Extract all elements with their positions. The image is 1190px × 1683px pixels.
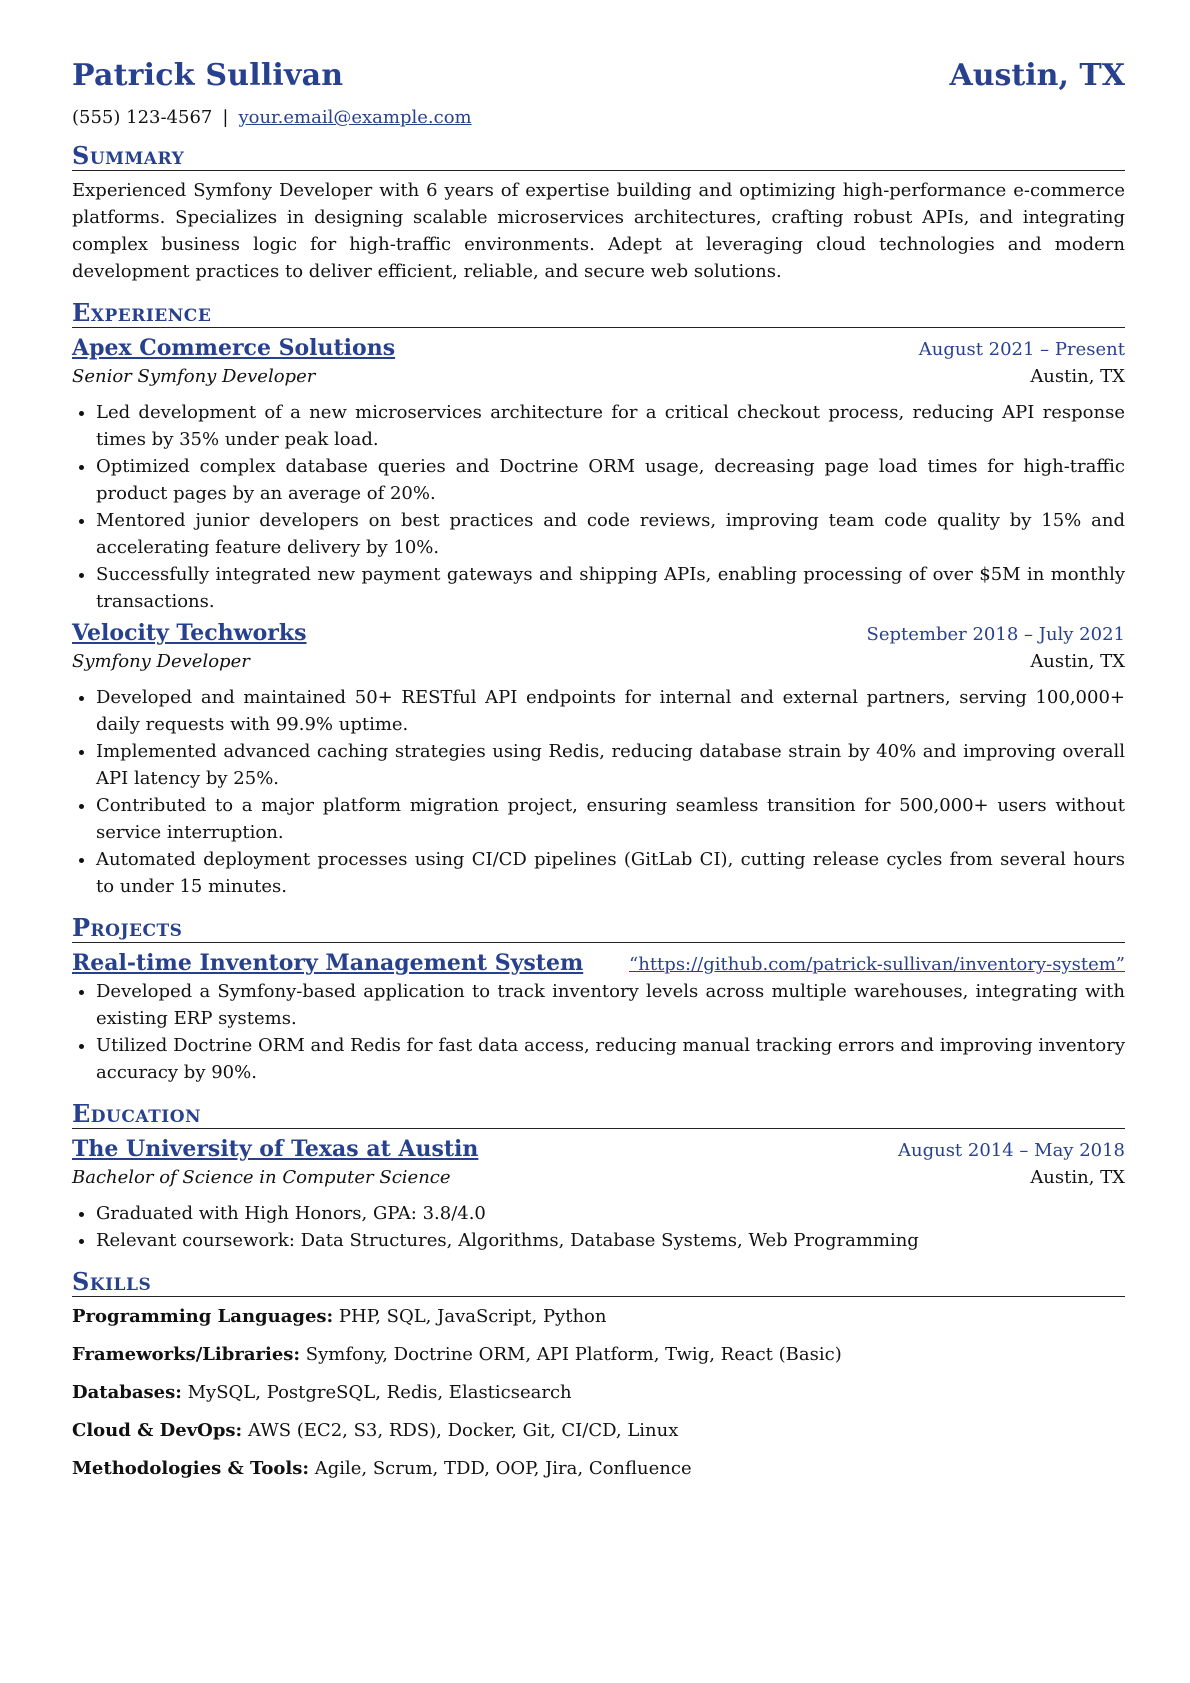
experience-entry — [72, 334, 1125, 615]
skill-value: Agile, Scrum, TDD, OOP, Jira, Confluence — [314, 1458, 692, 1479]
candidate-name: Patrick Sullivan — [72, 58, 344, 93]
candidate-location: Austin, TX — [949, 58, 1125, 93]
resume-header — [72, 58, 1125, 93]
resume-page — [72, 58, 1125, 1493]
phone-number: (555) 123-4567 — [72, 107, 213, 128]
bullet-item: • Graduated with High Honors, GPA: 3.8/4.0 — [96, 1200, 1125, 1227]
bullet-item: • Automated deployment processes using CI/CD pipelines (GitLab CI), cutting release cycles from several hours to under 15 minutes. — [96, 846, 1125, 900]
bullet-item: • Optimized complex database queries and Doctrine ORM usage, decreasing page load times for high-traffic product pages by an average of 20%. — [96, 453, 1125, 507]
bullet-item: • Led development of a new microservices architecture for a critical checkout process, reducing API response times by 35% under peak load. — [96, 399, 1125, 453]
bullet-item: • Mentored junior developers on best practices and code reviews, improving team code quality by 15% and accelerating feature delivery by 10%. — [96, 507, 1125, 561]
skill-label: Methodologies & Tools: — [72, 1458, 309, 1479]
experience-bullets — [72, 684, 1125, 900]
section-title-experience: Experience — [72, 299, 1125, 328]
bullet-item: • Developed a Symfony-based application to track inventory levels across multiple warehouses, integrating with existing ERP systems. — [96, 978, 1125, 1032]
skill-line — [72, 1417, 1125, 1444]
company-name[interactable]: Velocity Techworks — [72, 620, 307, 646]
skill-line — [72, 1303, 1125, 1330]
section-title-education: Education — [72, 1100, 1125, 1129]
project-bullets — [72, 978, 1125, 1086]
degree: Bachelor of Science in Computer Science — [72, 1167, 451, 1188]
job-location: Austin, TX — [1030, 651, 1125, 672]
project-link[interactable]: “https://github.com/patrick-sullivan/inventory-system” — [629, 954, 1125, 975]
skill-value: AWS (EC2, S3, RDS), Docker, Git, CI/CD, Linux — [247, 1420, 679, 1441]
skill-value: PHP, SQL, JavaScript, Python — [338, 1306, 607, 1327]
contact-separator: | — [222, 107, 229, 128]
job-location: Austin, TX — [1030, 366, 1125, 387]
company-name[interactable]: Apex Commerce Solutions — [72, 335, 396, 361]
section-title-skills: Skills — [72, 1268, 1125, 1297]
skill-label: Frameworks/Libraries: — [72, 1344, 301, 1365]
bullet-item: • Contributed to a major platform migration project, ensuring seamless transition for 500,000+ users without service interruption. — [96, 792, 1125, 846]
education-dates: August 2014 – May 2018 — [897, 1140, 1125, 1161]
bullet-item: • Relevant coursework: Data Structures, Algorithms, Database Systems, Web Programming — [96, 1227, 1125, 1254]
bullet-item: • Implemented advanced caching strategies using Redis, reducing database strain by 40% and improving overall API latency by 25%. — [96, 738, 1125, 792]
summary-text: Experienced Symfony Developer with 6 years of expertise building and optimizing high-performance e-commerce platforms. Specializes in designing scalable microservices architectures, crafting robust APIs, and integrating complex business logic for high-traffic environments. Adept at leveraging cloud technologies and modern development practices to deliver efficient, reliable, and secure web solutions. — [72, 180, 1125, 282]
employment-dates: September 2018 – July 2021 — [866, 624, 1125, 645]
section-title-projects: Projects — [72, 914, 1125, 943]
email-link[interactable]: your.email@example.com — [238, 107, 472, 128]
project-entry — [72, 949, 1125, 1086]
skill-label: Databases: — [72, 1382, 182, 1403]
skill-line — [72, 1379, 1125, 1406]
project-name[interactable]: Real-time Inventory Management System — [72, 950, 584, 976]
bullet-item: • Utilized Doctrine ORM and Redis for fast data access, reducing manual tracking errors and improving inventory accuracy by 90%. — [96, 1032, 1125, 1086]
experience-entry — [72, 619, 1125, 900]
skill-line — [72, 1341, 1125, 1368]
section-title-summary: Summary — [72, 142, 1125, 171]
skill-label: Programming Languages: — [72, 1306, 334, 1327]
job-title: Symfony Developer — [72, 651, 250, 672]
skill-line — [72, 1455, 1125, 1482]
education-entry — [72, 1135, 1125, 1254]
education-bullets — [72, 1200, 1125, 1254]
skill-label: Cloud & DevOps: — [72, 1420, 243, 1441]
bullet-item: • Successfully integrated new payment gateways and shipping APIs, enabling processing of over $5M in monthly transactions. — [96, 561, 1125, 615]
employment-dates: August 2021 – Present — [918, 339, 1125, 360]
school-location: Austin, TX — [1030, 1167, 1125, 1188]
bullet-item: • Developed and maintained 50+ RESTful API endpoints for internal and external partners, serving 100,000+ daily requests with 99.9% uptime. — [96, 684, 1125, 738]
skill-value: MySQL, PostgreSQL, Redis, Elasticsearch — [187, 1382, 572, 1403]
job-title: Senior Symfony Developer — [72, 366, 316, 387]
skill-value: Symfony, Doctrine ORM, API Platform, Twig, React (Basic) — [305, 1344, 842, 1365]
school-name[interactable]: The University of Texas at Austin — [72, 1136, 479, 1162]
experience-bullets — [72, 399, 1125, 615]
contact-line — [72, 107, 1125, 128]
skills-list — [72, 1303, 1125, 1482]
